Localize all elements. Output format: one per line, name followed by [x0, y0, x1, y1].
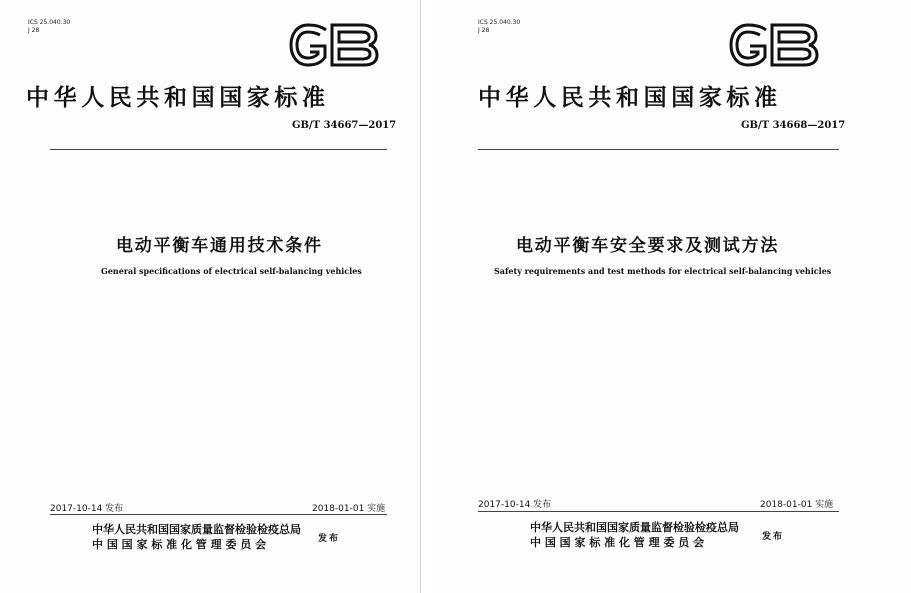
implementation-date: 2018-01-01 实施 [760, 500, 834, 510]
standard-title-en: General specifications of electrical self-balancing vehicles [101, 266, 362, 276]
issuer-sac: 中 国 国 家 标 准 化 管 理 委 员 会 [92, 538, 267, 551]
standard-cover-gbt-34667 [0, 0, 421, 593]
footer-rule [50, 514, 387, 515]
issuer-aqsiq: 中华人民共和国国家质量监督检验检疫总局 [92, 523, 301, 536]
implementation-date: 2018-01-01 实施 [312, 504, 386, 514]
ics-number: ICS 25.040.30 [478, 19, 521, 26]
issuing-authorities [530, 520, 739, 550]
page-gap [420, 0, 430, 593]
standard-cover-gbt-34668 [430, 0, 911, 593]
standard-title-cn: 电动平衡车通用技术条件 [116, 236, 323, 256]
ics-code [478, 19, 520, 35]
standard-code: GB/T 34668—2017 [741, 120, 846, 131]
ics-code [28, 19, 70, 35]
footer-rule [478, 511, 839, 512]
issue-date: 2017-10-14 发布 [50, 504, 124, 514]
issuer-aqsiq: 中华人民共和国国家质量监督检验检疫总局 [530, 521, 739, 534]
issue-label: 发布 [762, 532, 785, 542]
issue-date: 2017-10-14 发布 [478, 500, 552, 510]
ccs-number: J 28 [478, 27, 490, 34]
standard-code: GB/T 34667—2017 [292, 120, 397, 131]
national-standard-header: 中华人民共和国国家标准 [478, 84, 782, 111]
issuing-authorities [92, 522, 301, 552]
issuer-sac: 中 国 国 家 标 准 化 管 理 委 员 会 [530, 536, 705, 549]
gb-logo [728, 22, 820, 68]
standard-title-en: Safety requirements and test methods for electrical self-balancing vehicles [494, 266, 832, 276]
national-standard-header: 中华人民共和国国家标准 [26, 84, 330, 111]
gb-logo [288, 22, 380, 68]
ccs-number: J 28 [28, 27, 40, 34]
ics-number: ICS 25.040.30 [28, 19, 71, 26]
header-rule [478, 149, 839, 150]
issue-label: 发布 [318, 534, 341, 544]
header-rule [50, 149, 387, 150]
standard-title-cn: 电动平衡车安全要求及测试方法 [516, 236, 780, 256]
